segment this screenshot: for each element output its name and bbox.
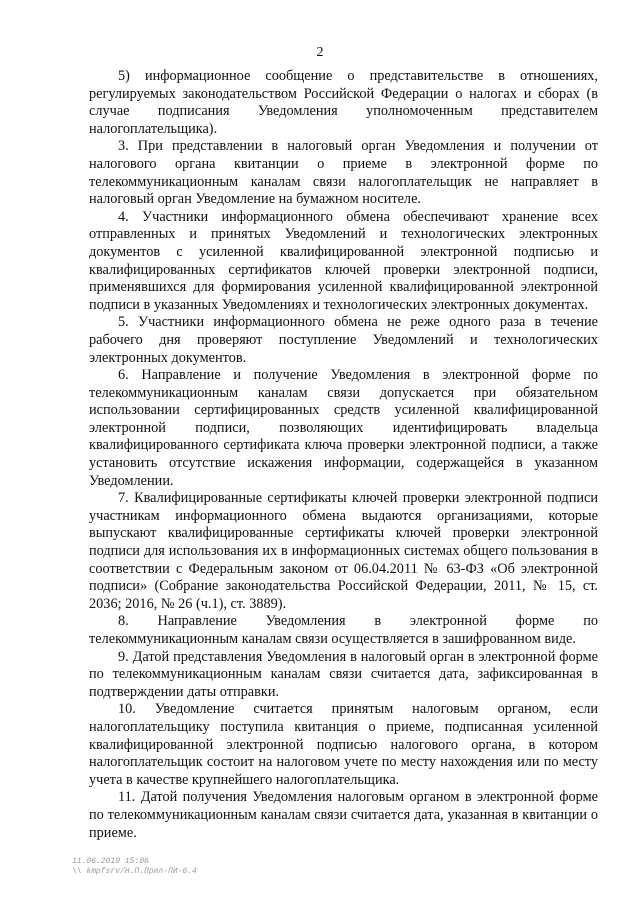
paragraph-3: 3. При представлении в налоговый орган Уведомления и получении от налогового органа квитанции о приеме в электронной форме по телекоммуникационным каналам связи налогоплательщик не направляет в налоговый орган Уведомление на бумажном носителе. [89,138,598,208]
document-body [89,68,598,842]
footer-timestamp: 11.06.2019 15:06 [72,857,149,866]
paragraph-8: 8. Направление Уведомления в электронной форме по телекоммуникационным каналам связи осуществляется в зашифрованном виде. [89,613,598,647]
paragraph-10: 10. Уведомление считается принятым налоговым органом, если налогоплательщику поступила квитанция о приеме, подписанная усиленной квалифицированной электронной подписью налогового органа, в котором налогоплательщик состоит на налоговом учете по месту нахождения или по месту учета в качестве крупнейшего налогоплательщика. [89,701,598,788]
paragraph-6: 6. Направление и получение Уведомления в электронной форме по телекоммуникационным каналам связи допускается при обязательном использовании сертифицированных средств усиленной квалифицированной электронной подписи, позволяющих идентифицировать владельца квалифицированного сертификата ключа проверки электронной подписи, а также установить отсутствие искажения информации, содержащейся в указанном Уведомлении. [89,367,598,489]
page-number: 2 [316,45,324,60]
paragraph-item-5: 5) информационное сообщение о представительстве в отношениях, регулируемых законодательством Российской Федерации о налогах и сборах (в случае подписания Уведомления уполномоченным представителем налогоплательщика). [89,68,598,137]
document-footer [72,857,197,877]
paragraph-5: 5. Участники информационного обмена не реже одного раза в течение рабочего дня проверяют поступление Уведомлений и технологических электронных документов. [89,314,598,366]
paragraph-7: 7. Квалифицированные сертификаты ключей проверки электронной подписи участникам информационного обмена выдаются организациями, которые выпускают квалифицированные сертификаты ключей проверки электронной подписи для использования их в информационных системах общего пользования в соответствии с Федеральным законом от 06.04.2011 № 63-ФЗ «Об электронной подписи» (Собрание законодательства Российской Федерации, 2011, № 15, ст. 2036; 2016, № 26 (ч.1), ст. 3889). [89,490,598,612]
paragraph-9: 9. Датой представления Уведомления в налоговый орган в электронной форме по телекоммуникационным каналам связи считается дата, зафиксированная в подтверждении даты отправки. [89,648,598,700]
footer-file-path: \\ kmpfsrv/Н.П.Прил-ПИ-6.4 [72,867,197,876]
paragraph-4: 4. Участники информационного обмена обеспечивают хранение всех отправленных и принятых Уведомлений и технологических электронных документов с усиленной квалифицированной электронной подписью и квалифицированных сертификатов ключей проверки электронной подписи, применявшихся для формирования усиленной квалифицированной электронной подписи в указанных Уведомлениях и технологических электронных документах. [89,208,598,313]
paragraph-11: 11. Датой получения Уведомления налоговым органом в электронной форме по телекоммуникационным каналам связи считается дата, указанная в квитанции о приеме. [89,789,598,841]
